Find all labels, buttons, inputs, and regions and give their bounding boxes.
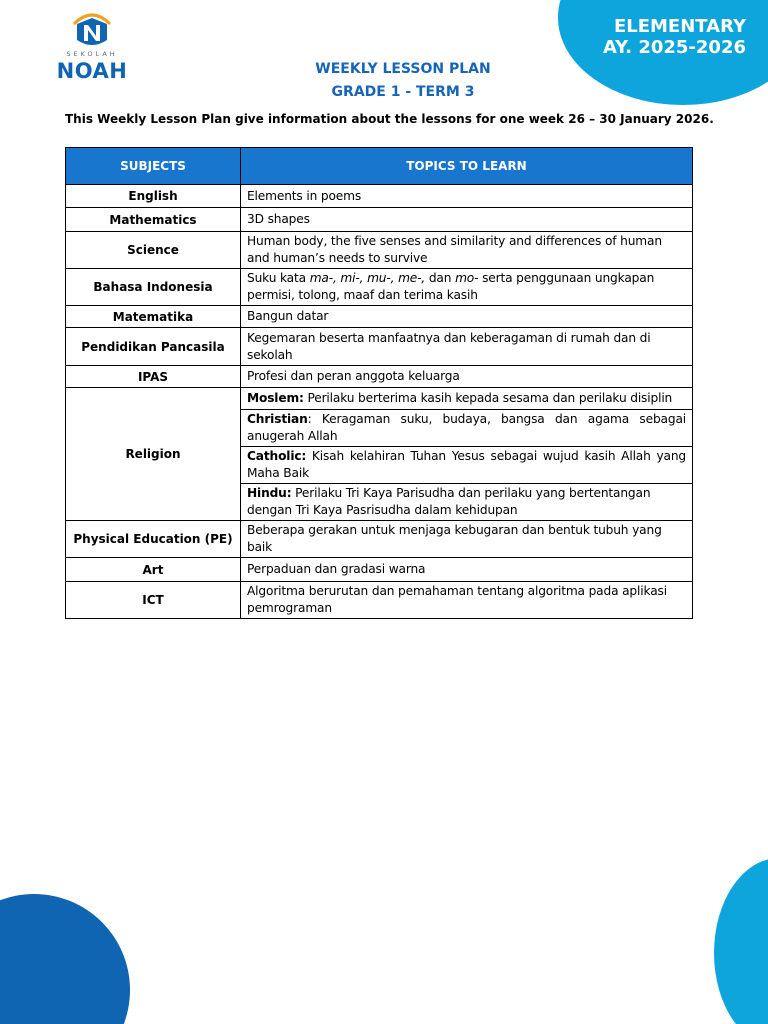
religion-topic-cell (241, 447, 693, 484)
table-row (66, 366, 693, 388)
table-row (66, 185, 693, 208)
subject-cell: Pendidikan Pancasila (66, 328, 241, 366)
religion-topic-cell (241, 388, 693, 410)
topic-cell: Profesi dan peran anggota keluarga (241, 366, 693, 388)
topic-text: dan (425, 271, 456, 285)
table-row (66, 208, 693, 232)
religion-topic-cell (241, 484, 693, 521)
topic-cell (241, 269, 693, 306)
religion-topic-cell (241, 410, 693, 447)
table-row (66, 269, 693, 306)
subject-cell: Art (66, 558, 241, 582)
table-row (66, 306, 693, 328)
subject-cell: Physical Education (PE) (66, 521, 241, 558)
lesson-plan-table (65, 147, 693, 619)
topic-text: serta penggunaan ungkapan permisi, tolong, maaf dan terima kasih (247, 271, 655, 302)
religion-text: Kisah kelahiran Tuhan Yesus sebagai wujud kasih Allah yang Maha Baik (247, 449, 686, 480)
topic-italic-text: ma-, mi-, mu-, me-, (309, 271, 426, 285)
document-title: WEEKLY LESSON PLAN (315, 61, 491, 77)
topic-cell: Elements in poems (241, 185, 693, 208)
subject-cell-religion: Religion (66, 388, 241, 521)
topic-cell: Beberapa gerakan untuk menjaga kebugaran dan bentuk tubuh yang baik (241, 521, 693, 558)
topic-cell: Bangun datar (241, 306, 693, 328)
topics-column-header: TOPICS TO LEARN (241, 148, 693, 185)
subject-cell: Matematika (66, 306, 241, 328)
table-row (66, 388, 693, 410)
topic-cell: Perpaduan dan gradasi warna (241, 558, 693, 582)
academic-year: AY. 2025-2026 (602, 37, 746, 58)
table-row (66, 558, 693, 582)
table-row (66, 232, 693, 269)
religion-text: Perilaku berterima kasih kepada sesama dan perilaku disiplin (303, 391, 673, 405)
logo-name: NOAH (56, 59, 128, 83)
religion-label: Christian (247, 412, 308, 426)
topic-italic-text: mo- (455, 271, 479, 285)
table-row (66, 328, 693, 366)
subject-cell: Mathematics (66, 208, 241, 232)
subject-cell: ICT (66, 582, 241, 619)
division-label (603, 16, 746, 58)
logo-top-text: SEKOLAH (66, 50, 118, 58)
bottom-left-decorative-shape (0, 894, 130, 1024)
religion-label: Hindu: (247, 486, 292, 500)
subject-cell: IPAS (66, 366, 241, 388)
subject-cell: Science (66, 232, 241, 269)
subject-cell: English (66, 185, 241, 208)
table-row (66, 521, 693, 558)
document-subtitle: GRADE 1 - TERM 3 (331, 84, 475, 100)
topic-cell: Algoritma berurutan dan pemahaman tentang algoritma pada aplikasi pemrograman (241, 582, 693, 619)
subjects-column-header: SUBJECTS (66, 148, 241, 185)
intro-text: This Weekly Lesson Plan give information about the lessons for one week 26 – 30 January 2026. (65, 112, 714, 126)
table-header-row (66, 148, 693, 185)
division-name: ELEMENTARY (613, 16, 746, 37)
topic-text: Suku kata (247, 271, 310, 285)
religion-text: Perilaku Tri Kaya Parisudha dan perilaku yang bertentangan dengan Tri Kaya Pasrisudha dalam kehidupan (247, 486, 651, 517)
religion-label: Catholic: (247, 449, 307, 463)
topic-cell: 3D shapes (241, 208, 693, 232)
table-row (66, 582, 693, 619)
school-logo-icon (72, 10, 112, 50)
bottom-right-decorative-shape (714, 858, 768, 1024)
religion-label: Moslem: (247, 391, 304, 405)
topic-cell: Human body, the five senses and similarity and differences of human and human’s needs to survive (241, 232, 693, 269)
topic-cell: Kegemaran beserta manfaatnya dan keberagaman di rumah dan di sekolah (241, 328, 693, 366)
religion-text: : Keragaman suku, budaya, bangsa dan agama sebagai anugerah Allah (247, 412, 686, 443)
subject-cell: Bahasa Indonesia (66, 269, 241, 306)
